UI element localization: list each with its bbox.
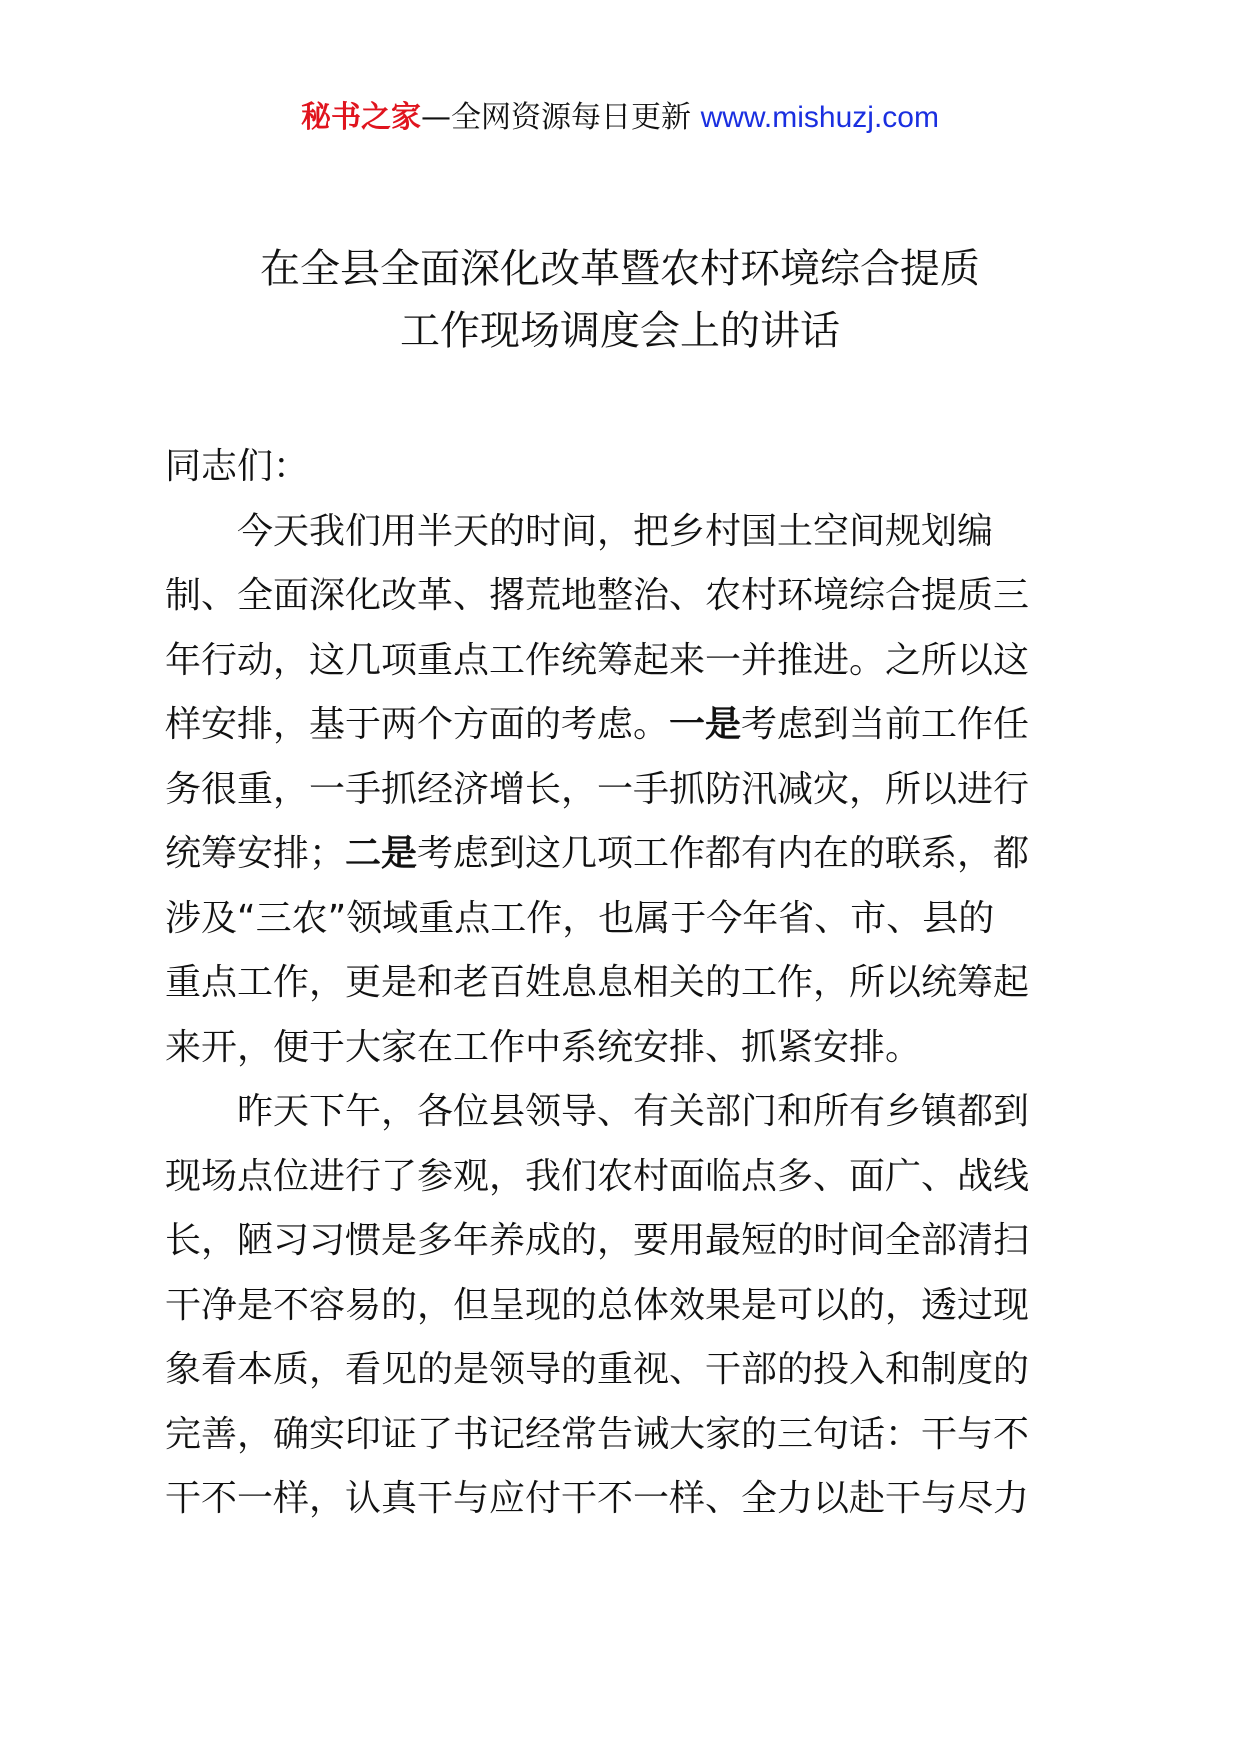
document-title [165, 238, 1075, 362]
site-header [0, 98, 1240, 138]
text-line: 昨天下午，各位县领导、有关部门和所有乡镇都到 [237, 1091, 1030, 1132]
title-line-2: 工作现场调度会上的讲话 [400, 308, 840, 354]
paragraph-2 [165, 1080, 1085, 1532]
text-segment: 考虑到这几项工作都有内在的联系，都 [417, 833, 1030, 874]
text-line: 干净是不容易的，但呈现的总体效果是可以的，透过现 [165, 1284, 1030, 1326]
salutation: 同志们： [165, 446, 310, 487]
text-line: 长，陋习习惯是多年养成的，要用最短的时间全部清扫 [165, 1220, 1030, 1261]
emphasis-first: 一是 [669, 704, 742, 745]
text-line: 象看本质，看见的是领导的重视、干部的投入和制度的 [165, 1349, 1030, 1390]
text-line: 完善，确实印证了书记经常告诫大家的三句话：干与不 [165, 1413, 1030, 1455]
document-body [165, 435, 1085, 1532]
text-line: 务很重，一手抓经济增长，一手抓防汛减灾，所以进行 [165, 768, 1030, 810]
text-line: 现场点位进行了参观，我们农村面临点多、面广、战线 [165, 1155, 1030, 1197]
text-line: 年行动，这几项重点工作统筹起来一并推进。之所以这 [165, 639, 1030, 681]
text-line: 来开，便于大家在工作中系统安排、抓紧安排。 [165, 1026, 922, 1068]
site-url-link[interactable]: www.mishuzj.com [700, 101, 939, 134]
header-tagline: —全网资源每日更新 [421, 100, 701, 135]
emphasis-second: 二是 [345, 833, 418, 874]
text-line: 制、全面深化改革、撂荒地整治、农村环境综合提质三 [165, 575, 1030, 616]
text-line: 涉及“三农”领域重点工作，也属于今年省、市、县的 [165, 897, 995, 939]
text-line: 今天我们用半天的时间，把乡村国土空间规划编 [237, 510, 994, 552]
paragraph-1 [165, 500, 1085, 1081]
text-line [165, 693, 1085, 758]
text-segment: 统筹安排； [165, 833, 346, 874]
text-segment: 考虑到当前工作任 [741, 704, 1030, 745]
brand-name: 秘书之家 [301, 100, 422, 135]
text-line: 干不一样，认真干与应付干不一样、全力以赴干与尽力 [165, 1478, 1030, 1519]
text-line: 重点工作，更是和老百姓息息相关的工作，所以统筹起 [165, 962, 1030, 1003]
text-line [165, 822, 1085, 887]
title-line-1: 在全县全面深化改革暨农村环境综合提质 [260, 246, 980, 292]
text-segment: 样安排，基于两个方面的考虑。 [165, 704, 670, 745]
